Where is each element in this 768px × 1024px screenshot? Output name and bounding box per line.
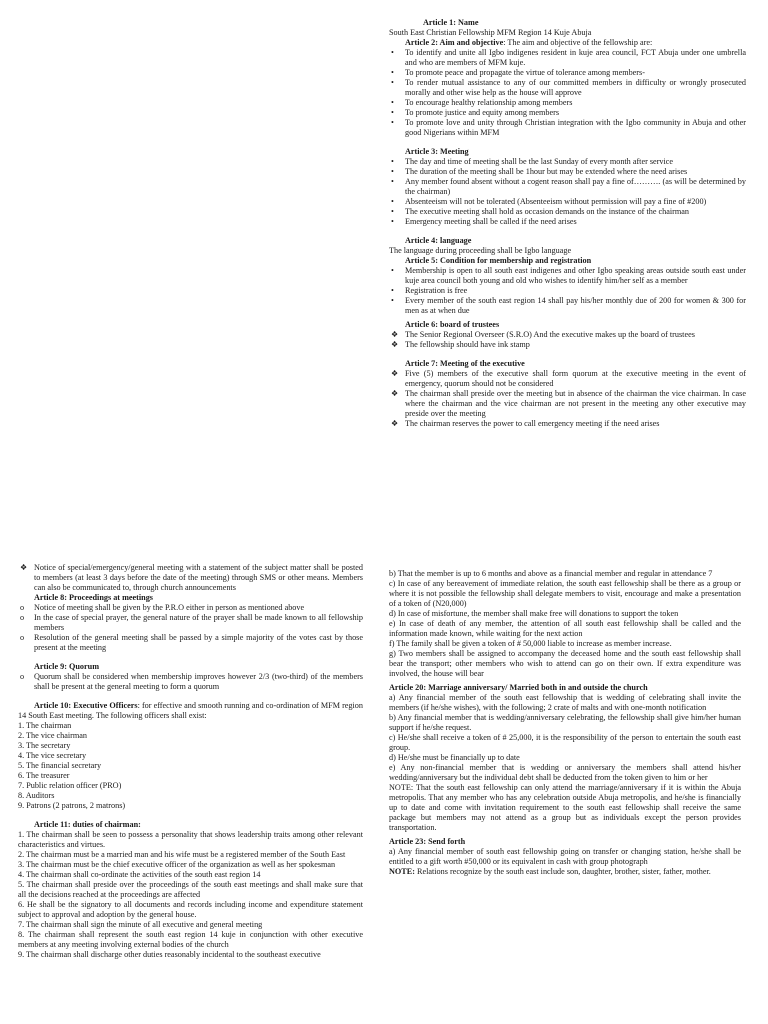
article-10-heading: Article 10: Executive Officers: for effective and smooth running and co-ordination of MFM region 14 South East meeting. The following officers shall exist: [18, 701, 363, 720]
paragraph: b) Any financial member that is wedding/anniversary celebrating, the fellowship shall give him/her human support if he/she request. [389, 713, 741, 732]
notice-list [18, 563, 363, 593]
list-item: o Resolution of the general meeting shall be passed by a simple majority of the votes cast by those present at the meeting [20, 633, 363, 652]
list-item: ❖ The chairman reserves the power to call emergency meeting if the need arises [391, 419, 660, 428]
article-5-list [389, 266, 746, 316]
list-item: • Absenteeism will not be tolerated (Absenteeism without permission will pay a fine of #200) [391, 197, 707, 206]
list-item: 3. The secretary [18, 741, 71, 750]
list-item: 9. Patrons (2 patrons, 2 matrons) [18, 801, 126, 810]
list-item: • The executive meeting shall hold as occasion demands on the instance of the chairman [391, 207, 689, 216]
paragraph: d) In case of misfortune, the member shall make free will donations to support the token [389, 609, 679, 618]
article-2-list [389, 48, 746, 138]
circle-bullet-icon: o [20, 672, 25, 681]
article-7-title: Article 7: Meeting of the executive [405, 359, 525, 368]
paragraph: e) In case of death of any member, the attention of all south east fellowship shall be called and the information made known, while waiting for the next action [389, 619, 741, 638]
bullet-icon: • [391, 48, 394, 57]
circle-bullet-icon: o [20, 613, 25, 622]
paragraph: f) The family shall be given a token of # 50,000 liable to increase as member increase. [389, 639, 672, 648]
bullet-icon: • [391, 118, 394, 127]
list-item: • To promote love and unity through Christian integration with the Igbo community in Abuja and other good Nigerians within MFM [391, 118, 746, 137]
paragraph: a) Any financial member of south east fellowship going on transfer or changing station, he/she shall be entitled to a gift worth #50,000 or its equivalent in cash with group photograph [389, 847, 741, 866]
list-item: 9. The chairman shall discharge other duties reasonably incidental to the southeast executive [18, 950, 321, 959]
list-item: 7. Public relation officer (PRO) [18, 781, 122, 790]
article-6-title: Article 6: board of trustees [405, 320, 500, 329]
list-item: • Every member of the south east region 14 shall pay his/her monthly due of 200 for women & 300 for men as at when due [391, 296, 746, 315]
bullet-icon: • [391, 108, 394, 117]
article-3-title: Article 3: Meeting [405, 147, 469, 156]
list-item: • The day and time of meeting shall be the last Sunday of every month after service [391, 157, 674, 166]
diamond-bullet-icon: ❖ [20, 563, 28, 572]
list-item: • To promote justice and equity among members [391, 108, 560, 117]
paragraph: b) That the member is up to 6 months and above as a financial member and regular in attendance 7 [389, 569, 713, 578]
list-item: 5. The chairman shall preside over the proceedings of the south east meetings and shall make sure that all the decisions reached at the proceedings are affected [18, 880, 363, 899]
diamond-bullet-icon: ❖ [391, 419, 399, 428]
diamond-bullet-icon: ❖ [391, 330, 399, 339]
bullet-icon: • [391, 157, 394, 166]
list-item: • Any member found absent without a cogent reason shall pay a fine of………. (as will be determined by the chairman) [391, 177, 746, 196]
note-paragraph: NOTE: Relations recognize by the south east include son, daughter, brother, sister, father, mother. [389, 867, 711, 876]
paragraph: c) He/she shall receive a token of # 25,000, it is the responsibility of the person to entertain the south east group. [389, 733, 741, 752]
list-item: 8. Auditors [18, 791, 55, 800]
article-4-title: Article 4: language [405, 236, 472, 245]
article-4-text: The language during proceeding shall be Igbo language [389, 246, 572, 255]
article-2-heading: Article 2: Aim and objective: The aim and objective of the fellowship are: [405, 38, 653, 47]
circle-bullet-icon: o [20, 603, 25, 612]
list-item: • Registration is free [391, 286, 468, 295]
list-item: • To identify and unite all Igbo indigenes resident in kuje area council, FCT Abuja under one umbrella and who are members of MFM kuje. [391, 48, 746, 67]
list-item: o Quorum shall be considered when membership improves however 2/3 (two-third) of the members shall be present at the general meeting to form a quorum [20, 672, 363, 691]
bullet-icon: • [391, 266, 394, 275]
bullet-icon: • [391, 286, 394, 295]
page1-column [389, 18, 746, 429]
list-item: 1. The chairman [18, 721, 72, 730]
article-1-title: Article 1: Name [423, 18, 479, 27]
article-11-title: Article 11: duties of chairman: [34, 820, 141, 829]
bullet-icon: • [391, 177, 394, 186]
bullet-icon: • [391, 98, 394, 107]
list-item: ❖ Notice of special/emergency/general meeting with a statement of the subject matter shall be posted to members (at least 3 days before the date of the meeting) through SMS or other means. Members can also be communicated to, through church announcements [20, 563, 363, 592]
list-item: • The duration of the meeting shall be 1hour but may be extended where the need arises [391, 167, 688, 176]
list-item: 4. The chairman shall co-ordinate the activities of the south east region 14 [18, 870, 261, 879]
circle-bullet-icon: o [20, 633, 25, 642]
list-item: 2. The chairman must be a married man and his wife must be a registered member of the South East [18, 850, 346, 859]
bullet-icon: • [391, 207, 394, 216]
list-item: ❖ The chairman shall preside over the meeting but in absence of the chairman the vice chairman. In case where the chairman and the vice chairman are not present in the meeting any other executive may preside over the meeting [391, 389, 746, 418]
paragraph: g) Two members shall be assigned to accompany the deceased home and the south east fellowship shall bear the transport; other members who wish to attend can go on their own. If extra expenditure was involved, the house will bear [389, 649, 741, 678]
article-3-list [389, 157, 746, 227]
article-1-text: South East Christian Fellowship MFM Region 14 Kuje Abuja [389, 28, 592, 37]
paragraph: c) In case of any bereavement of immediate relation, the south east fellowship shall be there as a group or where it is not possible the fellowship shall delegate members to visit, encourage and make a presentation of a token of (N20,000) [389, 579, 741, 608]
bullet-icon: • [391, 167, 394, 176]
list-item: • Emergency meeting shall be called if the need arises [391, 217, 577, 226]
list-item: 3. The chairman must be the chief executive officer of the organization as well as her spokesman [18, 860, 336, 869]
bullet-icon: • [391, 296, 394, 305]
paragraph: e) Any non-financial member that is wedding or anniversary the members shall attend his/her wedding/anniversary but the individual debt shall be deducted from the token given to him or her [389, 763, 741, 782]
article-5-title: Article 5: Condition for membership and registration [405, 256, 592, 265]
article-23-title: Article 23: Send forth [389, 837, 466, 846]
diamond-bullet-icon: ❖ [391, 340, 399, 349]
page2-left-column [18, 563, 363, 960]
list-item: • To encourage healthy relationship among members [391, 98, 573, 107]
list-item: ❖ Five (5) members of the executive shall form quorum at the executive meeting in the event of emergency, quorum should not be considered [391, 369, 746, 388]
list-item: ❖ The fellowship should have ink stamp [391, 340, 530, 349]
bullet-icon: • [391, 217, 394, 226]
note-paragraph: NOTE: That the south east fellowship can only attend the marriage/anniversary if it is within the Abuja metropolis. That any member who has any celebration outside Abuja metropolis, and he/she is financially up to date and come with invitation requirement to the south east fellowship shall receive the same package but members may not attend as a group but as individuals except the person provides transportation. [389, 783, 741, 832]
list-item: o In the case of special prayer, the general nature of the prayer shall be made known to all fellowship members [20, 613, 363, 632]
list-item: ❖ The Senior Regional Overseer (S.R.O) And the executive makes up the board of trustees [391, 330, 695, 339]
list-item: 4. The vice secretary [18, 751, 87, 760]
page2-right-column [389, 569, 741, 877]
bullet-icon: • [391, 197, 394, 206]
list-item: • To render mutual assistance to any of our committed members in difficulty or wrongly prosecuted morally and other wise help as the house will approve [391, 78, 746, 97]
list-item: o Notice of meeting shall be given by the P.R.O either in person as mentioned above [20, 603, 305, 612]
list-item: 6. He shall be the signatory to all documents and records including income and expenditure statement subject to approval and adoption by the general house. [18, 900, 363, 919]
diamond-bullet-icon: ❖ [391, 389, 399, 398]
article-7-list [389, 369, 746, 429]
bullet-icon: • [391, 68, 394, 77]
list-item: • Membership is open to all south east indigenes and other Igbo speaking areas outside south east under kuje area council both young and old who wishes to identify him/her self as a member [391, 266, 746, 285]
bullet-icon: • [391, 78, 394, 87]
list-item: 8. The chairman shall represent the south east region 14 kuje in conjunction with other executive members at any meeting involving external bodies of the church [18, 930, 363, 949]
diamond-bullet-icon: ❖ [391, 369, 399, 378]
list-item: 6. The treasurer [18, 771, 70, 780]
list-item: 7. The chairman shall sign the minute of all executive and general meeting [18, 920, 263, 929]
article-8-title: Article 8: Proceedings at meetings [34, 593, 153, 602]
paragraph: a) Any financial member of the south east fellowship that is wedding of celebrating shall invite the members (if he/she wishes), with the following; 2 crate of malts and with one-month notification [389, 693, 741, 712]
article-8-list [18, 603, 363, 653]
list-item: 5. The financial secretary [18, 761, 102, 770]
list-item: • To promote peace and propagate the virtue of tolerance among members- [391, 68, 645, 77]
list-item: 1. The chairman shall be seen to possess a personality that shows leadership traits among other relevant characteristics and virtues. [18, 830, 363, 849]
article-20-title: Article 20: Marriage anniversary/ Married both in and outside the church [389, 683, 648, 692]
paragraph: d) He/she must be financially up to date [389, 753, 520, 762]
list-item: 2. The vice chairman [18, 731, 87, 740]
article-6-list [389, 330, 746, 350]
article-9-list [18, 672, 363, 692]
article-9-title: Article 9: Quorum [34, 662, 100, 671]
